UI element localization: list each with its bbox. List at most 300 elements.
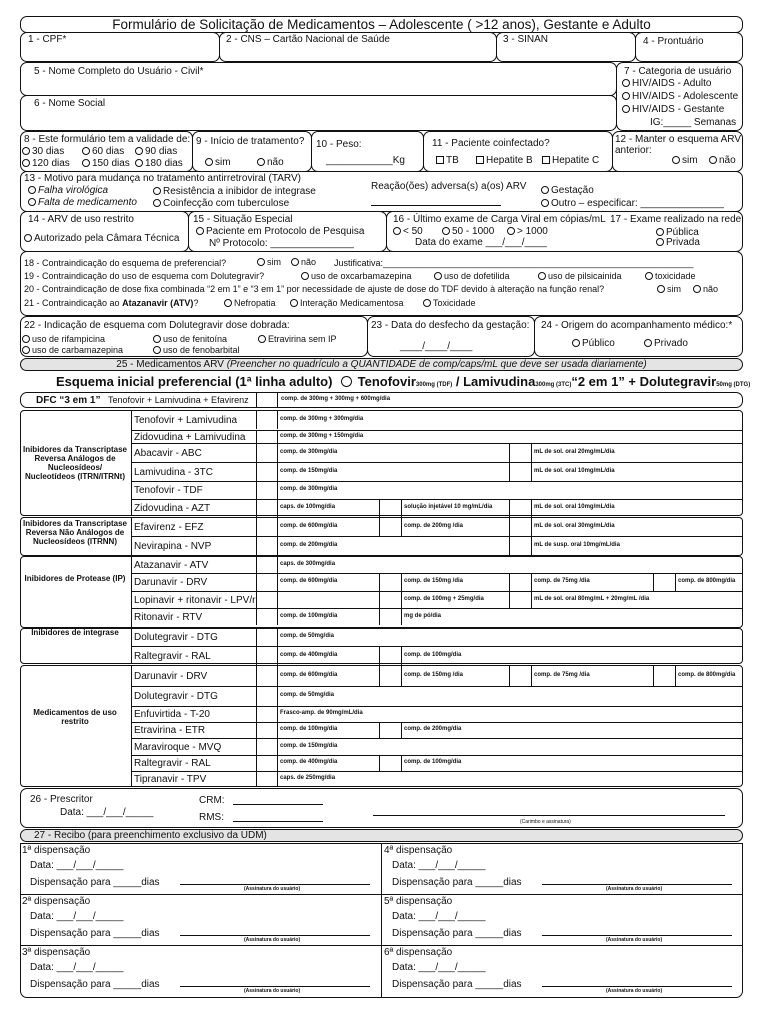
qty-box[interactable] — [380, 723, 400, 737]
dose-1: comp. de 300mg + 300mg/dia — [280, 416, 364, 422]
recibo-cell-title: 2ª dispensação — [22, 896, 91, 907]
qty-box[interactable] — [654, 574, 674, 590]
med-col-divider — [277, 608, 278, 625]
qty-box[interactable] — [257, 518, 276, 535]
qty-box[interactable] — [510, 444, 530, 461]
med-row-divider — [131, 771, 743, 772]
dose-1: comp. de 50mg/dia — [280, 692, 335, 698]
radio-icon — [224, 299, 232, 307]
radio-icon — [341, 376, 352, 387]
qty-box[interactable] — [257, 537, 276, 555]
qty-box[interactable] — [257, 574, 276, 590]
med-col-divider — [131, 556, 132, 628]
med-name: Lamivudina - 3TC — [134, 467, 213, 478]
radio-icon — [709, 156, 717, 164]
dose-2: comp. de 200mg /dia — [404, 523, 464, 529]
med-col-divider — [531, 573, 532, 591]
qty-box[interactable] — [380, 592, 400, 607]
med-col-divider — [277, 410, 278, 429]
med-row-divider — [131, 591, 743, 592]
qty-box[interactable] — [257, 431, 276, 442]
med-col-divider — [277, 755, 278, 771]
dose-1: comp. de 100mg/dia — [280, 613, 338, 619]
autorizado-option[interactable]: Autorizado pela Câmara Técnica — [24, 233, 179, 244]
form-title: Formulário de Solicitação de Medicamentos – Adolescente ( >12 anos), Gestante e Adulto — [112, 17, 651, 32]
signature-caption: (Assinatura do usuário) — [244, 886, 301, 892]
q18-nao[interactable]: não — [291, 257, 316, 267]
recibo-cell-title: 6ª dispensação — [384, 947, 453, 958]
carimbo-label: (Carimbo e assinatura) — [520, 819, 571, 825]
cat-opt-adulto[interactable]: HIV/AIDS - Adulto — [622, 78, 711, 89]
origem-publico[interactable]: Público — [572, 338, 615, 349]
signature-caption: (Assinatura do usuário) — [244, 988, 301, 994]
qty-box[interactable] — [380, 609, 400, 624]
peso-label: 10 - Peso: — [316, 139, 362, 150]
dose-3: mL de sol. oral 10mg/mL/dia — [534, 504, 615, 510]
dose-1: Frasco-amp. de 90mg/mL/dia — [280, 710, 363, 716]
recibo-disp[interactable]: Dispensação para _____dias — [30, 928, 160, 939]
qty-box[interactable] — [654, 666, 674, 685]
med-col-divider — [277, 665, 278, 686]
qty-box[interactable] — [257, 707, 276, 721]
radio-icon — [196, 227, 204, 235]
qty-box[interactable] — [380, 574, 400, 590]
crm-label: CRM: — [199, 795, 225, 806]
nome-label: 5 - Nome Completo do Usuário - Civil* — [34, 66, 204, 77]
radio-icon — [656, 228, 664, 236]
cpf-label: 1 - CPF* — [28, 34, 67, 45]
qty-box[interactable] — [257, 666, 276, 685]
med-row-divider — [131, 462, 743, 463]
q20-sim[interactable]: sim — [657, 284, 681, 294]
qty-box[interactable] — [257, 739, 276, 754]
rms-label: RMS: — [199, 812, 224, 823]
protocolo-option[interactable]: Paciente em Protocolo de Pesquisa — [196, 226, 364, 237]
med-col-divider — [277, 443, 278, 462]
q18-justificativa[interactable]: Justificativa:______________________________________________________________ — [334, 258, 694, 268]
rms-line[interactable] — [233, 821, 323, 822]
motivo-coinfeccao[interactable]: Coinfecção com tuberculose — [153, 198, 289, 209]
radio-icon — [258, 335, 266, 343]
prescritor-label: 26 - Prescritor — [30, 794, 93, 805]
med-group-label: Inibidores de Protease (IP) — [24, 574, 126, 583]
recibo-disp[interactable]: Dispensação para _____dias — [392, 877, 522, 888]
inicio-sim[interactable]: sim — [205, 157, 231, 168]
radio-icon — [645, 272, 653, 280]
manter-nao[interactable]: não — [709, 155, 736, 166]
qty-box[interactable] — [257, 756, 276, 770]
radio-icon — [622, 79, 630, 87]
dose-3: comp. de 75mg /dia — [534, 578, 590, 584]
med-name: Tenofovir - TDF — [134, 485, 203, 496]
med-col-divider — [277, 462, 278, 481]
categoria-label: 7 - Categoria de usuário — [624, 66, 732, 77]
coinfectado-label: 11 - Paciente coinfectado? — [432, 138, 550, 149]
med-name: Zidovudina + Lamivudina — [134, 432, 246, 443]
qty-box[interactable] — [510, 666, 530, 685]
med-group-label: Medicamentos de uso restrito — [33, 708, 117, 726]
recibo-divider — [381, 843, 382, 998]
q21-opt1[interactable]: Nefropatia — [224, 298, 276, 308]
dose-1: comp. de 400mg/dia — [280, 759, 338, 765]
qty-box[interactable] — [510, 518, 530, 535]
ind-rifampicina[interactable]: uso de rifampicina — [22, 334, 105, 344]
val-150[interactable]: 150 dias — [82, 158, 130, 169]
med-col-divider — [131, 410, 132, 516]
qty-box[interactable] — [257, 482, 276, 498]
signature-line[interactable] — [180, 935, 370, 936]
recibo-data[interactable]: Data: ___/___/_____ — [30, 911, 124, 922]
radio-icon — [257, 258, 265, 266]
dose-1: comp. de 100mg/dia — [280, 726, 338, 732]
motivo-resistencia[interactable]: Resistência a inibidor de integrase — [153, 186, 316, 197]
arv-restrito-label: 14 - ARV de uso restrito — [28, 214, 134, 225]
med-group-label: Inibidores de integrase — [31, 628, 119, 637]
radio-icon — [656, 238, 664, 246]
radio-icon — [541, 199, 549, 207]
q19-opt1[interactable]: uso de oxcarbamazepina — [301, 271, 412, 281]
med-col-divider — [531, 665, 532, 686]
recibo-disp[interactable]: Dispensação para _____dias — [392, 928, 522, 939]
dose-1: caps. de 300mg/dia — [280, 561, 336, 567]
qty-box[interactable] — [510, 574, 530, 590]
radio-icon — [291, 258, 299, 266]
dfc-divider — [277, 392, 278, 408]
data-exame-field[interactable]: Data do exame ___/___/____ — [415, 237, 547, 248]
rede-publica[interactable]: Pública — [656, 227, 699, 238]
radio-icon — [82, 147, 90, 155]
cat-opt-adolescente[interactable]: HIV/AIDS - Adolescente — [622, 91, 738, 102]
nprot-field[interactable]: Nº Protocolo: _______________ — [209, 238, 354, 249]
radio-icon — [82, 159, 90, 167]
ind-fenobarbital[interactable]: uso de fenobarbital — [153, 345, 240, 355]
q18-label: 18 - Contraindicação do esquema de preferencial? — [24, 258, 227, 268]
coinf-hepc[interactable]: Hepatite C — [542, 155, 599, 166]
qty-box[interactable] — [380, 500, 400, 516]
qty-box[interactable] — [257, 647, 276, 664]
med-name: Etravirina - ETR — [134, 725, 206, 736]
qty-box[interactable] — [257, 557, 276, 572]
q19-opt4[interactable]: toxicidade — [645, 271, 696, 281]
med-col-divider — [277, 686, 278, 706]
signature-line[interactable] — [180, 986, 370, 987]
radio-icon — [572, 339, 580, 347]
recibo-data[interactable]: Data: ___/___/_____ — [392, 911, 486, 922]
reacao-line — [371, 205, 501, 206]
med-col-divider — [531, 517, 532, 536]
med-row-divider — [131, 646, 743, 647]
med-col-divider — [277, 517, 278, 536]
radio-icon — [442, 227, 450, 235]
desfecho-field[interactable]: ____/____/____ — [400, 341, 473, 352]
radio-icon — [423, 299, 431, 307]
qty-box[interactable] — [257, 444, 276, 461]
med-col-divider — [401, 517, 402, 536]
indicacao-label: 22 - Indicação de esquema com Dolutegravir dose dobrada: — [24, 320, 290, 331]
ig-field[interactable]: IG:_____ Semanas — [650, 117, 737, 128]
pref-label: Esquema inicial preferencial (1ª linha adulto) — [56, 374, 333, 389]
reacao-label: Reação(ões) adversa(s) a(os) ARV — [371, 181, 527, 192]
q21-opt3[interactable]: Toxicidade — [423, 298, 476, 308]
dfc-divider — [256, 392, 257, 408]
radio-icon — [22, 159, 30, 167]
med-col-divider — [277, 481, 278, 499]
med-row-divider — [131, 443, 743, 444]
dose-2: solução injetável 10 mg/mL/dia — [404, 504, 493, 510]
qty-box[interactable] — [257, 772, 276, 786]
med-col-divider — [675, 573, 676, 591]
origem-label: 24 - Origem do acompanhamento médico:* — [541, 320, 733, 331]
radio-icon — [153, 346, 161, 354]
qty-box[interactable] — [257, 629, 276, 645]
peso-field[interactable]: ____________Kg — [326, 155, 405, 166]
med-col-divider — [531, 536, 532, 556]
dose-1: comp. de 200mg/dia — [280, 542, 338, 548]
qty-box[interactable] — [380, 518, 400, 535]
q19-label: 19 - Contraindicação do uso de esquema com Dolutegravir? — [24, 271, 265, 281]
med-col-divider — [675, 665, 676, 686]
inicio-nao[interactable]: não — [257, 157, 284, 168]
dose-4: comp. de 800mg/dia — [678, 578, 736, 584]
validade-label: 8 - Este formulário tem a validade de: — [24, 134, 191, 145]
radio-icon — [135, 159, 143, 167]
dose-1: comp. de 600mg/dia — [280, 672, 338, 678]
radio-icon — [153, 199, 161, 207]
dose-1: comp. de 400mg/dia — [280, 652, 338, 658]
q20-label: 20 - Contraindicação de dose fixa combinada “2 em 1” e “3 em 1” por necessidade de ajuste de dose do TDF devido à alteração na função renal? — [24, 284, 605, 294]
signature-caption: (Assinatura do usuário) — [244, 937, 301, 943]
med-name: Raltegravir - RAL — [134, 758, 211, 769]
qty-box[interactable] — [510, 592, 530, 607]
radio-icon — [135, 147, 143, 155]
qty-box[interactable] — [257, 723, 276, 737]
radio-icon — [205, 158, 213, 166]
rede-privada[interactable]: Privada — [656, 237, 700, 248]
med-row-divider — [131, 430, 743, 431]
med-name: Tipranavir - TPV — [134, 774, 207, 785]
dose-1: caps. de 100mg/dia — [280, 504, 336, 510]
motivo-falha[interactable]: Falha virológica — [28, 185, 108, 196]
recibo-disp[interactable]: Dispensação para _____dias — [30, 877, 160, 888]
med-col-divider — [277, 722, 278, 738]
signature-line[interactable] — [180, 884, 370, 885]
recibo-disp[interactable]: Dispensação para _____dias — [30, 979, 160, 990]
q19-opt3[interactable]: uso de pilsicainida — [538, 271, 622, 281]
med-col-divider — [277, 646, 278, 665]
prescritor-data[interactable]: Data: ___/___/_____ — [60, 807, 154, 818]
recibo-data[interactable]: Data: ___/___/_____ — [392, 860, 486, 871]
med-col-divider — [401, 646, 402, 665]
q20-nao[interactable]: não — [693, 284, 718, 294]
med-name: Darunavir - DRV — [134, 577, 208, 588]
dose-1: comp. de 150mg/dia — [280, 468, 338, 474]
med-name: Tenofovir + Lamivudina — [134, 415, 238, 426]
radio-icon — [28, 186, 36, 194]
dose-3: mL de sol. oral 30mg/mL/dia — [534, 523, 615, 529]
med-group-label: Inibidores da Transcriptase Reversa Análogos de Nucleosídeos/ Nucleotídeos (ITRN/ITRNt) — [22, 445, 128, 481]
dose-1: comp. de 300mg/dia — [280, 486, 338, 492]
qty-box[interactable] — [257, 463, 276, 480]
radio-icon — [644, 339, 652, 347]
med-col-divider — [401, 608, 402, 625]
ind-fenitoina[interactable]: uso de fenitoína — [153, 334, 227, 344]
dose-1: comp. de 300mg/dia — [280, 449, 338, 455]
origem-privado[interactable]: Privado — [644, 338, 688, 349]
med-name: Nevirapina - NVP — [134, 541, 212, 552]
med-row-divider — [131, 536, 743, 537]
med-name: Raltegravir - RAL — [134, 651, 211, 662]
med-name: Dolutegravir - DTG — [134, 691, 218, 702]
inicio-label: 9 - Início de tratamento? — [196, 136, 305, 147]
recibo-cell-title: 4ª dispensação — [384, 845, 453, 856]
recibo-disp[interactable]: Dispensação para _____dias — [392, 979, 522, 990]
val-120[interactable]: 120 dias — [22, 158, 70, 169]
qty-box[interactable] — [510, 500, 530, 516]
manter-sim[interactable]: sim — [672, 155, 698, 166]
radio-icon — [28, 198, 36, 206]
nome-social-field[interactable] — [20, 95, 617, 131]
dose-2: comp. de 100mg/dia — [404, 759, 462, 765]
qty-box[interactable] — [380, 647, 400, 664]
med-col-divider — [277, 591, 278, 608]
carga-viral-label: 16 - Último exame de Carga Viral em cópias/mL — [393, 214, 606, 225]
radio-icon — [22, 147, 30, 155]
qty-box[interactable] — [257, 592, 276, 607]
qty-box[interactable] — [257, 687, 276, 705]
qty-box[interactable] — [380, 756, 400, 770]
med-name: Enfuvirtida - T-20 — [134, 709, 210, 720]
qty-box[interactable] — [257, 609, 276, 624]
dose-2: comp. de 150mg /dia — [404, 672, 464, 678]
med-col-divider — [531, 443, 532, 462]
situacao-label: 15 - Situação Especial — [193, 214, 293, 225]
med-col-divider — [401, 573, 402, 591]
motivo-gestacao[interactable]: Gestação — [541, 185, 594, 196]
ind-etravirina[interactable]: Etravirina sem IP — [258, 334, 337, 344]
radio-icon — [22, 335, 30, 343]
signature-line[interactable] — [542, 884, 732, 885]
med-row-divider — [131, 755, 743, 756]
recibo-data[interactable]: Data: ___/___/_____ — [30, 962, 124, 973]
med-col-divider — [277, 556, 278, 573]
sinan-label: 3 - SINAN — [503, 34, 549, 45]
med-name: Dolutegravir - DTG — [134, 632, 218, 643]
dose-4: comp. de 800mg/dia — [678, 672, 736, 678]
val-90[interactable]: 90 dias — [135, 146, 177, 157]
radio-icon — [507, 227, 515, 235]
signature-caption: (Assinatura do usuário) — [606, 937, 663, 943]
radio-icon — [290, 299, 298, 307]
radio-icon — [672, 156, 680, 164]
med-col-divider — [277, 628, 278, 646]
q19-opt2[interactable]: uso de dofetilida — [434, 271, 510, 281]
qty-box[interactable] — [510, 463, 530, 480]
med-col-divider — [401, 591, 402, 608]
signature-line[interactable] — [542, 935, 732, 936]
med-row-divider — [131, 608, 743, 609]
med-name: Ritonavir - RTV — [134, 612, 203, 623]
med-name: Darunavir - DRV — [134, 671, 208, 682]
radio-icon — [622, 92, 630, 100]
carimbo-line[interactable] — [373, 815, 725, 816]
qty-box[interactable] — [257, 411, 276, 428]
qty-box[interactable] — [257, 500, 276, 516]
val-30[interactable]: 30 dias — [22, 146, 64, 157]
med-name: Abacavir - ABC — [134, 448, 202, 459]
radio-icon — [24, 234, 32, 242]
dose-3: comp. de 75mg /dia — [534, 672, 590, 678]
recibo-title: 27 - Recibo (para preenchimento exclusivo da UDM) — [34, 830, 267, 841]
radio-icon — [393, 227, 401, 235]
med-col-divider — [531, 462, 532, 481]
med-col-divider — [277, 573, 278, 591]
motivo-falta[interactable]: Falta de medicamento — [28, 197, 137, 208]
q18-sim[interactable]: sim — [257, 257, 281, 267]
val-60[interactable]: 60 dias — [82, 146, 124, 157]
radio-icon — [693, 285, 701, 293]
cat-opt-gestante[interactable]: HIV/AIDS - Gestante — [622, 104, 724, 115]
med-col-divider — [277, 430, 278, 443]
pref-option[interactable]: Tenofovir300mg (TDF) / Lamivudina300mg (3TC)“2 em 1” + Dolutegravir50mg (DTG) — [341, 374, 750, 393]
cv-50-1000[interactable]: 50 - 1000 — [442, 226, 494, 237]
med-row-divider — [131, 573, 743, 574]
motivo-outro[interactable]: Outro – especificar: _______________ — [541, 198, 724, 209]
med-col-divider — [401, 755, 402, 771]
signature-line[interactable] — [542, 986, 732, 987]
dose-3: mL de sol. oral 80mg/mL + 20mg/mL /dia — [534, 596, 650, 602]
coinf-hepb[interactable]: Hepatite B — [476, 155, 533, 166]
q21-opt2[interactable]: Interação Medicamentosa — [290, 298, 404, 308]
rede-label: 17 - Exame realizado na rede: — [610, 214, 744, 225]
med-name: Efavirenz - EFZ — [134, 522, 204, 533]
med-row-divider — [131, 706, 743, 707]
med-group-label: Inibidores da Transcriptase Reversa Não Análogos de Nucleosídeos (ITRNN) — [22, 518, 128, 546]
checkbox-icon — [436, 156, 444, 164]
radio-icon — [301, 272, 309, 280]
dose-3: mL de sol. oral 10mg/mL/dia — [534, 468, 615, 474]
qty-box[interactable] — [510, 537, 530, 555]
radio-icon — [657, 285, 665, 293]
med-row-divider — [131, 738, 743, 739]
med-row-divider — [131, 481, 743, 482]
ind-carbamazepina[interactable]: uso de carbamazepina — [22, 345, 123, 355]
recibo-data[interactable]: Data: ___/___/_____ — [392, 962, 486, 973]
cv-gt1000[interactable]: > 1000 — [507, 226, 548, 237]
radio-icon — [153, 187, 161, 195]
recibo-data[interactable]: Data: ___/___/_____ — [30, 860, 124, 871]
med-name: Maraviroque - MVQ — [134, 742, 222, 753]
dose-2: comp. de 100mg + 25mg/dia — [404, 596, 484, 602]
dose-1: comp. de 50mg/dia — [280, 633, 335, 639]
nome-social-label: 6 - Nome Social — [34, 98, 106, 109]
dose-1: comp. de 150mg/dia — [280, 743, 338, 749]
signature-caption: (Assinatura do usuário) — [606, 988, 663, 994]
signature-caption: (Assinatura do usuário) — [606, 886, 663, 892]
val-180[interactable]: 180 dias — [135, 158, 183, 169]
cv-lt50[interactable]: < 50 — [393, 226, 423, 237]
radio-icon — [541, 186, 549, 194]
med-name: Zidovudina - AZT — [134, 503, 211, 514]
checkbox-icon — [476, 156, 484, 164]
qty-box[interactable] — [380, 666, 400, 685]
dose-1: caps. de 250mg/dia — [280, 775, 336, 781]
dose-1: comp. de 600mg/dia — [280, 578, 338, 584]
crm-line[interactable] — [233, 804, 323, 805]
coinf-tb[interactable]: TB — [436, 155, 459, 166]
cns-label: 2 - CNS – Cartão Nacional de Saúde — [226, 34, 390, 45]
radio-icon — [622, 105, 630, 113]
radio-icon — [22, 346, 30, 354]
